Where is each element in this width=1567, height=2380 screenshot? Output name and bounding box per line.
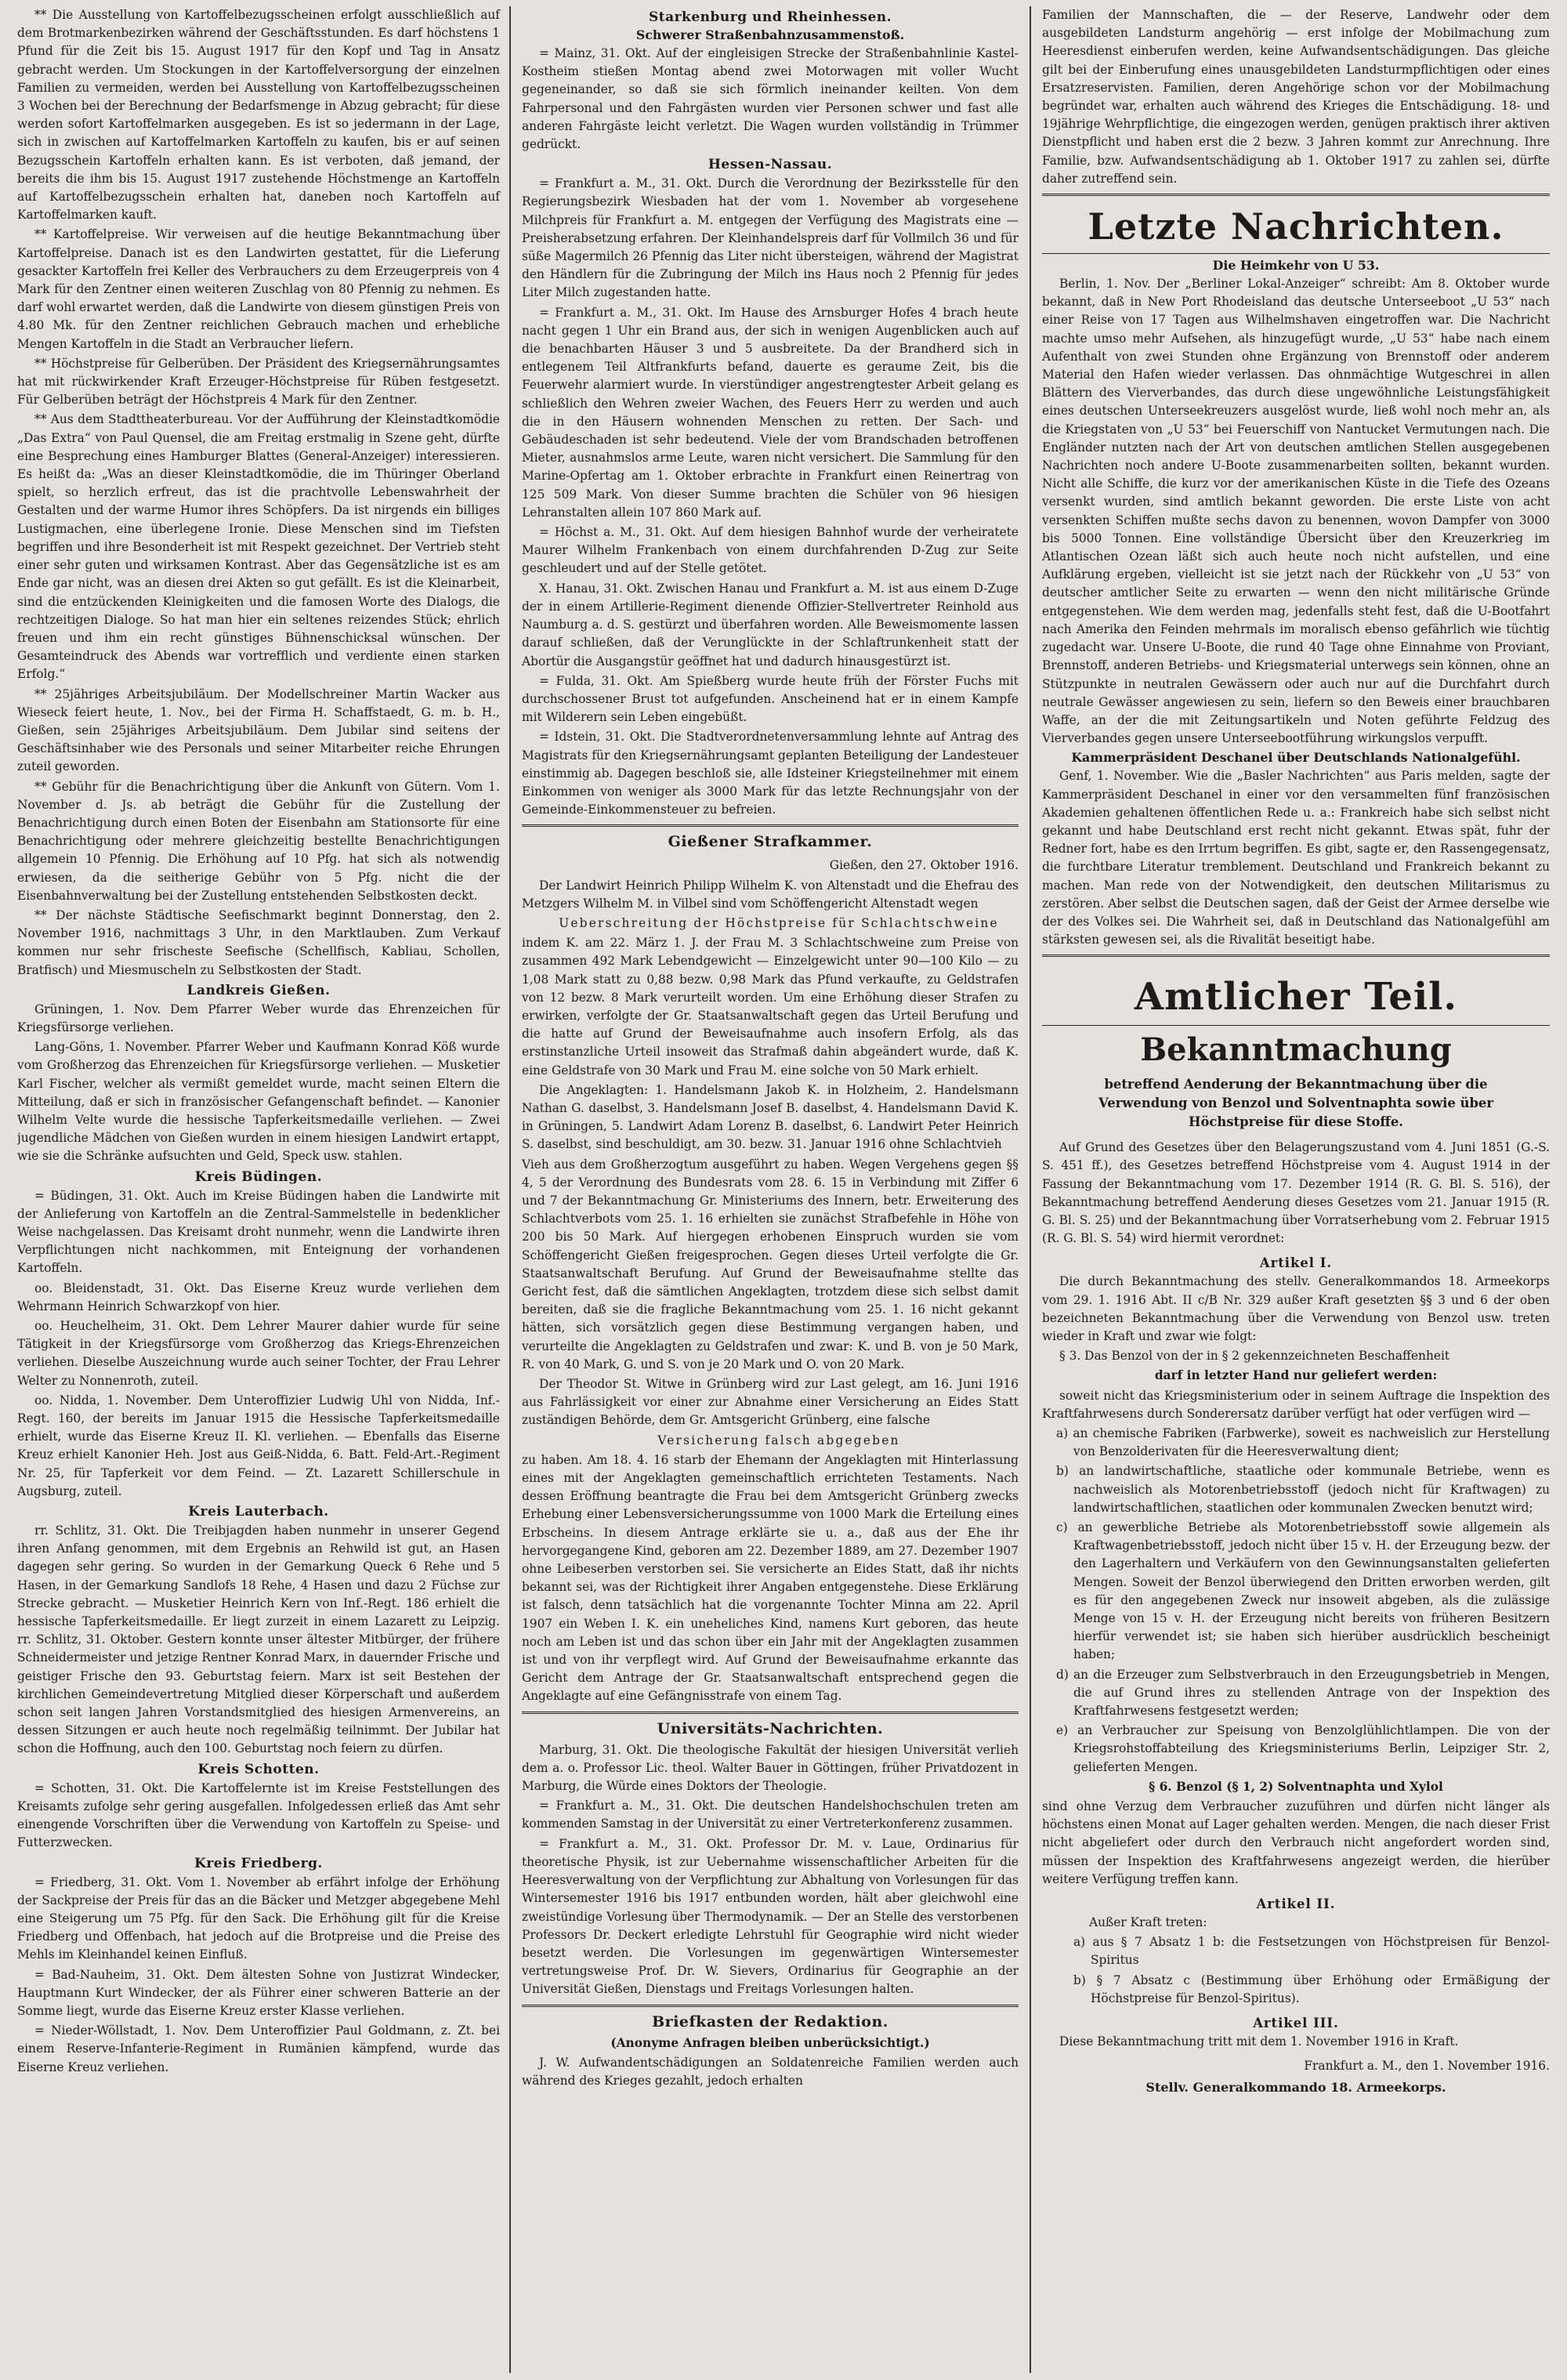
article-idstein: = Idstein, 31. Okt. Die Stadtverordnetenversammlung lehnte auf Antrag des Magistrats für den Kriegsernährungsamt geplanten Beteiligung der Landesteuer einstimmig ab. Dagegen beschloß sie, alle Idsteiner Kriegsteilnehmer mit einem Einkommen von weniger als 3000 Mark für das letzte Rechnungsjahr von der Gemeinde-Einkommensteuer zu befreien. [522, 730, 1019, 817]
article-2-item-b: b) § 7 Absatz c (Bestimmung über Erhöhung oder Ermäßigung der Höchstpreise für Benzol-Spiritus). [1073, 1972, 1550, 2005]
article-kartoffelpreise: ** Kartoffelpreise. Wir verweisen auf die heutige Bekanntmachung über Kartoffelpreise. Danach ist es den Landwirten gestattet, für die Lieferung gesackter Kartoffeln frei Keller des Verbrauchers zu dem Erzeugerpreis von 4 Mark für den Zentner einen weiteren Zuschlag von 80 Pfennig zu nehmen. Es darf wohl erwartet werden, daß die Landwirte von diesem günstigen Preis von 4.80 Mk. für den Zentner reichlichen Gebrauch machen und erhebliche Mengen Kartoffeln in die Stadt an Verbraucher liefern. [17, 227, 500, 351]
article-3-text: Diese Bekanntmachung tritt mit dem 1. November 1916 in Kraft. [1059, 2034, 1459, 2049]
article-strafkammer-3: Die Angeklagten: 1. Handelsmann Jakob K. in Holzheim, 2. Handelsmann Nathan G. daselbst, 3. Handelsmann Josef B. daselbst, 4. Handelsmann David K. in Grüningen, 5. Landwirt Adam Lorenz B. daselbst, 6. Landwirt Peter Heinrich S. daselbst, sind beschuldigt, am 30. bezw. 31. Januar 1916 ohne Schlachtvieh [522, 1082, 1019, 1152]
article-strafkammer-4: Vieh aus dem Großherzogtum ausgeführt zu haben. Wegen Vergehens gegen §§ 4, 5 der Verordnung des Bundesrats vom 28. 6. 15 in Verbindung mit Ziffer 6 und 7 der Bekanntmachung Gr. Ministeriums des Innern, betr. Erweiterung des Schlachtverbots vom 25. 1. 16 erhielten sie zunächst Strafbefehle in Höhe von 200 bis 50 Mark. Auf hiergegen erhobenen Einspruch wurden sie vom Schöffengericht Gießen freigesprochen. Gegen dieses Urteil verfolgte die Gr. Staatsanwaltschaft Berufung. Auf Grund der Beweisaufnahme stellte das Gericht fest, daß die sämtlichen Angeklagten, trotzdem diese sich selbst damit bereiten, daß sie die fragliche Bekanntmachung vom 25. 1. 16 nicht gekannt hätten, sich vorsätzlich gegen diese Bestimmung vergangen haben, und verurteilte die Angeklagten zu Geldstrafen und zwar: K. und B. von je 50 Mark, R. von 40 Mark, G. und S. von je 20 Mark und O. von 20 Mark. [522, 1157, 1019, 1371]
item-e: e) an Verbraucher zur Speisung von Benzolglühlichtlampen. Die von der Kriegsrohstoffabteilung des Kriegsministeriums Berlin, Leipziger Str. 2, gelieferten Mengen. [1056, 1723, 1550, 1774]
divider [1042, 1025, 1550, 1026]
strafkammer-offense-2: Versicherung falsch abgegeben [657, 1433, 900, 1447]
article-frankfurt-handelshochschulen: = Frankfurt a. M., 31. Okt. Die deutschen Handelshochschulen treten am kommenden Samstag in der Universität zu einer Vertreterkonferenz zusammen. [522, 1799, 1019, 1831]
item-b: b) an landwirtschaftliche, staatliche oder kommunale Betriebe, wenn es nachweislich als Motorenbetriebsstoff (jedoch nicht für Kraftwagen) zu landwirtschaftlichen, staatlichen oder kommunalen Zwecken benutzt wird; [1056, 1464, 1550, 1515]
section-heading-kreis-lauterbach: Kreis Lauterbach. [188, 1504, 329, 1520]
article-seefischmarkt: ** Der nächste Städtische Seefischmarkt beginnt Donnerstag, den 2. November 1916, nachmittags 3 Uhr, in den Marktlauben. Zum Verkauf kommen nur sehr frischeste Seefische (Schellfisch, Kabliau, Schollen, Bratfisch) und Miesmuscheln zu Selbstkosten der Stadt. [17, 907, 500, 977]
divider [522, 824, 1019, 827]
article-gelberueben: ** Höchstpreise für Gelberüben. Der Präsident des Kriegsernährungsamtes hat mit rückwirkender Kraft Erzeuger-Höchstpreise für Rüben festgesetzt. Für Gelberüben beträgt der Höchstpreis 4 Mark für den Zentner. [17, 356, 500, 408]
section-heading-letzte-nachrichten: Letzte Nachrichten. [1087, 205, 1504, 248]
divider [1042, 955, 1550, 957]
announcement-title: Bekanntmachung [1140, 1031, 1452, 1069]
article-nidda: oo. Nidda, 1. November. Dem Unteroffizier Ludwig Uhl von Nidda, Inf.-Regt. 160, der bereits im Januar 1915 die Hessische Tapferkeitsmedaille erhielt, wurde das Eiserne Kreuz II. Kl. verliehen. — Ebenfalls das Eiserne Kreuz erhielt Kanonier Heh. Jost aus Geiß-Nidda, 6. Batt. Feld-Art.-Regiment Nr. 25, für Tapferkeit vor dem Feind. — Zt. Lazarett Schillerschule in Augsburg, zuteil. [17, 1393, 500, 1498]
paragraph-6-heading: § 6. Benzol (§ 1, 2) Solventnaphta und Xylol [1149, 1779, 1443, 1794]
strafkammer-offense-1: Ueberschreitung der Höchstpreise für Schlachtschweine [559, 915, 999, 930]
section-heading-kreis-friedberg: Kreis Friedberg. [194, 1855, 323, 1871]
subheading-deschanel: Kammerpräsident Deschanel über Deutschlands Nationalgefühl. [1071, 750, 1521, 766]
article-strafkammer-6: zu haben. Am 18. 4. 16 starb der Ehemann der Angeklagten mit Hinterlassung eines mit der Angeklagten gemeinschaftlich errichteten Testaments. Nach dessen Eröffnung beantragte die Frau bei dem Amtsgericht Grünberg zwecks Erhebung einer Lebensversicherungssumme von 1000 Mark die Erteilung eines Erbscheins. In diesem Antrage erklärte sie u. a., daß aus der Ehe ihr hervorgegangene Kind, geboren am 22. Dezember 1889, am 27. Dezember 1907 ohne Leibeserben verstorben sei. Sie versicherte an Eides Statt, daß ihr nichts bekannt sei, was der Richtigkeit ihrer Angaben entgegenstehe. Diese Erklärung ist falsch, denn tatsächlich hat die vorgenannte Tochter Minna am 22. April 1907 ein Weben I. K. ein uneheliches Kind, namens Kurt geboren, das heute noch am Leben ist und das schon über ein Jahr mit der Angeklagten zusammen ist und von ihr verpflegt wird. Auf Grund der Beweisaufnahme erkannte das Gericht dem Antrage der Gr. Staatsanwaltschaft entsprechend gegen die Angeklagte auf eine Gefängnisstrafe von einem Tag. [522, 1452, 1019, 1704]
article-briefkasten-continued: Familien der Mannschaften, die — der Reserve, Landwehr oder dem ausgebildeten Landsturm angehörig — erst infolge der Mobilmachung zum Heeresdienst einberufen werden, keine Aufwandsentschädigungen. Das gleiche gilt bei der Einberufung eines unausgebildeten Landsturmpflichtigen oder eines Ersatzreservisten. Familien, deren Angehörige schon vor der Mobilmachung begründet war, erhalten auch während des Krieges die Entschädigung. 18- und 19jährige Wehrpflichtige, die eingezogen werden, genügen praktisch ihrer aktiven Dienstpflicht und haben erst die 2 bezw. 3 Jahren kommt zur Anrechnung. Ihre Familie, bzw. Aufwandsentschädigung ab 1. Oktober 1917 zu zahlen sei, dürfte daher zutreffend sein. [1042, 8, 1550, 186]
article-benachrichtigung: ** Gebühr für die Benachrichtigung über die Ankunft von Gütern. Vom 1. November d. Js. ab beträgt die Gebühr für die Zustellung der Benachrichtigung durch einen Boten der Eisenbahn am Stationsorte für eine Benachrichtigung oder mehrere gleichzeitig bestellte Benachrichtigungen allgemein 10 Pfennig. Die Erhöhung auf 10 Pfg. hat sich als notwendig erwiesen, da die seitherige Gebühr von 5 Pfg. nicht die der Eisenbahnverwaltung bei der Zustellung entstehenden Selbstkosten deckt. [17, 779, 500, 903]
announcement-preamble: Auf Grund des Gesetzes über den Belagerungszustand vom 4. Juni 1851 (G.-S. S. 451 ff.), des Gesetzes betreffend Höchstpreise vom 4. August 1914 in der Fassung der Bekanntmachung vom 17. Dezember 1914 (R. G. Bl. S. 516), der Bekanntmachung betreffend Aenderung dieses Gesetzes vom 21. Januar 1915 (R. G. Bl. S. 25) und der Bekanntmachung über Vorratserhebung vom 2. Februar 1915 (R. G. Bl. S. 54) wird hiermit verordnet: [1042, 1140, 1550, 1246]
article-hanau: X. Hanau, 31. Okt. Zwischen Hanau und Frankfurt a. M. ist aus einem D-Zuge der in einem Artillerie-Regiment dienende Offizier-Stellvertreter Reinhold aus Naumburg a. d. S. gestürzt und überfahren worden. Alle Beweismomente lassen darauf schließen, daß der Verunglückte in der Schlaftrunkenheit statt der Abortür die Ausgangstür geöffnet hat und dadurch hinausgestürzt ist. [522, 581, 1019, 668]
article-strafkammer-5: Der Theodor St. Witwe in Grünberg wird zur Last gelegt, am 16. Juni 1916 aus Fahrlässigkeit vor einer zur Abnahme einer Versicherung an Eides Statt zuständigen Behörde, dem Gr. Amtsgericht Grünberg, eine falsche [522, 1377, 1019, 1428]
article-kartoffelbezugsscheine: ** Die Ausstellung von Kartoffelbezugsscheinen erfolgt ausschließlich auf dem Brotmarkenbezirken während der Geschäftsstunden. Es darf höchstens 1 Pfund für die Zeit bis 15. August 1917 für den Kopf und Tag in Ansatz gebracht werden. Um Stockungen in der Kartoffelversorgung der einzelnen Familien zu vermeiden, werden bei Ausstellung von Kartoffelbezugsscheinen 3 Wochen bei der Berechnung der Bedarfsmenge in Abzug gebracht; für diese werden sofort Kartoffelmarken ausgegeben. Es ist so jedermann in der Lage, sich in zwischen auf Kartoffelmarken Kartoffeln zu kaufen, bis er auf seinen Bezugsschein Kartoffeln erhalten kann. Es ist verboten, daß jemand, der bereits die ihm bis 15. August 1917 zustehende Höchstmenge an Kartoffeln auf Kartoffelbezugsschein erhalten hat, daneben noch Kartoffeln auf Kartoffelmarken kauft. [17, 8, 500, 223]
section-heading-kreis-schotten: Kreis Schotten. [197, 1761, 320, 1777]
section-heading-universitaet: Universitäts-Nachrichten. [657, 1719, 884, 1737]
section-heading-landkreis-giessen: Landkreis Gießen. [186, 982, 331, 998]
article-bad-nauheim: = Bad-Nauheim, 31. Okt. Dem ältesten Sohne von Justizrat Windecker, Hauptmann Kurt Windecker, der als Führer einer schweren Batterie an der Somme liegt, wurde das Eiserne Kreuz erster Klasse verliehen. [17, 1967, 500, 2018]
article-lang-goens: Lang-Göns, 1. November. Pfarrer Weber und Kaufmann Konrad Köß wurde vom Großherzog das Ehrenzeichen für Kriegsfürsorge verliehen. — Musketier Karl Fischer, welcher als vermißt gemeldet wurde, macht seinen Eltern die Mitteilung, daß er sich in französischer Gefangenschaft befindet. — Kanonier Wilhelm Velte wurde die hessische Tapferkeitsmedaille verliehen. — Zwei jugendliche Mädchen von Gießen wurden in einem hiesigen Landwirt ertappt, wie sie die Schränke aufsuchten und Geld, Speck usw. stahlen. [17, 1040, 500, 1164]
article-friedberg: = Friedberg, 31. Okt. Vom 1. November ab erfährt infolge der Erhöhung der Sackpreise der Preis für das an die Bäcker und Metzger abgegebene Mehl eine Steigerung um 75 Pfg. für den Sack. Die Erhöhung gilt für die Kreise Friedberg und Offenbach, hat jedoch auf die Brotpreise und die Preise des Mehls im Kleinhandel keinen Einfluß. [17, 1875, 500, 1962]
article-frankfurt-brand: = Frankfurt a. M., 31. Okt. Im Hause des Arnsburger Hofes 4 brach heute nacht gegen 1 Uhr ein Brand aus, der sich in wenigen Augenblicken auch auf die benachbarten Häuser 3 und 5 ausbreitete. Da der Brandherd sich in entlegenem Teil Altfrankfurts befand, dauerte es geraume Zeit, bis die Feuerwehr alarmiert wurde. In vierstündiger angestrengtester Arbeit gelang es schließlich den Wehren zweier Wachen, des Feuers Herr zu werden und auch die in den Häusern wohnenden Menschen zu retten. Der Sach- und Gebäudeschaden ist sehr bedeutend. Viele der vom Brandschaden betroffenen Mieter, ausnahmslos arme Leute, waren nicht versichert. Die Sammlung für den Marine-Opfertag am 1. Oktober erbrachte in Frankfurt einen Reinertrag von 125 509 Mark. Von dieser Summe brachten die Schüler von 96 hiesigen Lehranstalten allein 107 860 Mark auf. [522, 305, 1019, 520]
article-2-item-a: a) aus § 7 Absatz 1 b: die Festsetzungen von Höchstpreisen für Benzol-Spiritus [1073, 1935, 1550, 1968]
subheading-u53: Die Heimkehr von U 53. [1212, 258, 1380, 274]
article-1-heading: Artikel I. [1259, 1255, 1333, 1271]
article-2-heading: Artikel II. [1256, 1896, 1336, 1912]
article-heuchelheim: oo. Heuchelheim, 31. Okt. Dem Lehrer Maurer dahier wurde für seine Tätigkeit in der Kriegsfürsorge vom Großherzog das Kriegs-Ehrenzeichen verliehen. Dieselbe Auszeichnung wurde auch seiner Tochter, der Frau Lehrer Welter zu Nonnenroth, zuteil. [17, 1319, 500, 1388]
section-heading-briefkasten: Briefkasten der Redaktion. [652, 2012, 888, 2030]
article-nieder-woellstadt: = Nieder-Wöllstadt, 1. Nov. Dem Unteroffizier Paul Goldmann, z. Zt. bei einem Reserve-Infanterie-Regiment in Rumänien kämpfend, wurde das Eiserne Kreuz verliehen. [17, 2023, 500, 2074]
article-strafkammer-2: indem K. am 22. März 1. J. der Frau M. 3 Schlachtschweine zum Preise von zusammen 492 Mark Lebendgewicht — Einzelgewicht unter 90—100 Kilo — zu 1,08 Mark statt zu 0,88 bezw. 0,98 Mark das Pfund verkaufte, zu Geldstrafen von 12 bezw. 8 Mark verurteilt worden. Um eine Erhöhung dieser Strafen zu erwirken, verfolgte der Gr. Staatsanwaltschaft gegen das Urteil Berufung und die hatte auf Grund der Beweisaufnahme auch insofern Erfolg, als das erstinstanzliche Urteil insoweit das Strafmaß dahin abgeändert wurde, daß K. eine Geldstrafe von 30 Mark und Frau M. eine solche von 50 Mark erhielt. [522, 936, 1019, 1078]
article-2-intro: Außer Kraft treten: [1089, 1915, 1207, 1930]
section-heading-starkenburg: Starkenburg und Rheinhessen. [648, 9, 892, 25]
announcement-date: Frankfurt a. M., den 1. November 1916. [1304, 2059, 1550, 2074]
section-heading-amtlicher-teil: Amtlicher Teil. [1134, 975, 1458, 1020]
strafkammer-date: Gießen, den 27. Oktober 1916. [829, 858, 1019, 873]
article-stadttheater: ** Aus dem Stadttheaterbureau. Vor der Aufführung der Kleinstadtkomödie „Das Extra“ von Paul Quensel, die am Freitag erstmalig in Szene geht, dürfte eine Besprechung eines Hamburger Blattes (General-Anzeiger) interessieren. Es heißt da: „Was an dieser Kleinstadtkomödie, die im Thüringer Oberland spielt, so herzlich erfreut, das ist die prachtvolle Lebenswahrheit der Gestalten und der warme Humor ihres Schöpfers. Da ist nirgends ein billiges Lustigmachen, eine überlegene Ironie. Diese Menschen sind im Tiefsten begriffen und ihre Besonderheit ist mit Respekt gezeichnet. Der Vertrieb steht einer sehr guten und wirksamen Kontrast. Aber das Gegensätzliche ist es am Ende gar nicht, was an diesen drei Akten so gut gefällt. Es ist die Kleinarbeit, sind die entzückenden Kleinigkeiten und die famosen Worte des Dialogs, die rechtzeitigen Dialoge. So hat man hier ein seltenes reizendes Stück; ehrlich freuen und ihm ein recht günstiges Bühnenschicksal wünschen. Der Gesamteindruck des Abends war vortrefflich und verdiente einen starken Erfolg.“ [17, 412, 500, 682]
announcement-signature: Stellv. Generalkommando 18. Armeekorps. [1145, 2080, 1446, 2096]
article-hoechst: = Höchst a. M., 31. Okt. Auf dem hiesigen Bahnhof wurde der verheiratete Maurer Wilhelm Frankenbach von einem durchfahrenden D-Zug zur Seite geschleudert und auf der Stelle getötet. [522, 525, 1019, 576]
article-deschanel: Genf, 1. November. Wie die „Basler Nachrichten“ aus Paris melden, sagte der Kammerpräsident Deschanel in einer vor den versammelten fünf französischen Akademien gehaltenen öffentlichen Rede u. a.: Frankreich habe sich selbst nicht gekannt und habe Deutschland erst recht nicht gekannt. Etwas spät, fuhr der Redner fort, habe es den Irrtum begriffen. Es gibt, sagte er, den Rassengegensatz, die furchtbare Literatur tremblement. Deutschland und Frankreich bekannt zu machen. Man rede von der Notwendigkeit, den deutschen Militarismus zu zerstören. Aber selbst die Deutschen sagen, daß der Geist der Armee derselbe wie der des Volkes sei. Die Wahrheit sei, daß in Deutschland das Nationalgefühl am stärksten gewesen sei, als die Rivalität beseitigt habe. [1042, 769, 1550, 947]
article-u53: Berlin, 1. Nov. Der „Berliner Lokal-Anzeiger“ schreibt: Am 8. Oktober wurde bekannt, daß in New Port Rhodeisland das deutsche Unterseeboot „U 53“ nach einer Reise von 17 Tagen aus Wilhelmshaven eingetroffen war. Die Nachricht machte umso mehr Aufsehen, als hinzugefügt wurde, „U 53“ habe nach einem Aufenthalt von zwei Stunden ohne Ergänzung von Brennstoff oder anderem Material den Hafen wieder verlassen. Das ohnmächtige Wutgeschrei in allen Blättern des Vierverbandes, das durch diese ungewöhnliche Leistungsfähigkeit eines deutschen Unterseekreuzers ausgelöst wurde, ließ wohl noch mehr an, als die Kriegstaten von „U 53“ bei Feuerschiff von Nantucket Vermutungen nach. Die Engländer nutzten nach der Art von deutschen amtlichen Stellen ausgegebenen Nachrichten noch andere U-Boote zusammenarbeiten sollten, bekannt wurden. Nicht alle Schiffe, die kurz vor der amerikanischen Küste in die Tiefe des Ozeans versenkt wurden, sind amtlich bekannt geworden. Die erste Liste von acht versenkten Schiffen mußte sechs davon zu benennen, wovon Dampfer von 3000 bis 5000 Tonnen. Eine vollständige Übersicht über den Kreuzerkrieg im Atlantischen Ozean läßt sich auch heute noch nicht aufstellen, und eine Aufklärung ergeben, vielleicht ist sie jetzt nach der Rückkehr von „U 53“ von deutscher amtlicher Seite zu erwarten — wenn den nicht militärische Gründe entgegenstehen. Wie dem werden mag, jedenfalls steht fest, daß die U-Bootfahrt nach Amerika den Feinden mehrmals im moralisch ebenso gefährlich wie tüchtig zugedacht war. Unsere U-Boote, die rund 40 Tage ohne Einnahme von Proviant, Brennstoff, anderen Betriebs- und Kriegsmaterial unterwegs sein können, ohne an Stützpunkte in neutralen Gewässern oder auch nur auf die Durchfahrt durch neutrale Gewässer angewiesen zu sein, liefern so den Beweis einer brauchbaren Waffe, an der die mit Zeitungsartikeln und Noten geführte Feldzug des Vierverbandes gegen unsere Unterseebootführung wirkungslos verpufft. [1042, 277, 1550, 746]
column-3 [1031, 6, 1550, 2373]
article-bleidenstadt: oo. Bleidenstadt, 31. Okt. Das Eiserne Kreuz wurde verliehen dem Wehrmann Heinrich Schwarzkopf von hier. [17, 1281, 500, 1313]
article-frankfurt-laue: = Frankfurt a. M., 31. Okt. Professor Dr. M. v. Laue, Ordinarius für theoretische Physik, ist zur Uebernahme wissenschaftlicher Arbeiten für die Heeresverwaltung von der Verpflichtung zur Abhaltung von Vorlesungen für das Wintersemester 1916 bis 1917 entbunden worden, hält aber gleichwohl eine zweistündige Vorlesung über Thermodynamik. — Der an Stelle des verstorbenen Professors Dr. Deckert erledigte Lehrstuhl für Geographie wird nicht wieder besetzt werden. Die Vorlesungen im gegenwärtigen Wintersemester vertretungsweise Prof. Dr. W. Sievers, Ordinarius für Geographie an der Universität Gießen, Dienstags und Freitags Vorlesungen halten. [522, 1836, 1019, 1997]
article-briefkasten: J. W. Aufwandentschädigungen an Soldatenreiche Familien werden auch während des Krieges gezahlt, jedoch erhalten [522, 2055, 1019, 2088]
section-heading-strafkammer: Gießener Strafkammer. [668, 833, 873, 851]
article-frankfurt-milch: = Frankfurt a. M., 31. Okt. Durch die Verordnung der Bezirksstelle für den Regierungsbezirk Wiesbaden hat der vom 1. November ab vorgesehene Milchpreis für Frankfurt a. M. entgegen der Verfügung des Magistrats eine — Preisherabsetzung erfahren. Der Kleinhandelspreis darf für Vollmilch 36 und für süße Magermilch 26 Pfennig das Liter nicht übersteigen, während der Magistrat den Händlern für die Zubringung der Milch ins Haus noch 2 Pfennig für jedes Liter Milch zugestanden hatte. [522, 176, 1019, 300]
article-schotten: = Schotten, 31. Okt. Die Kartoffelernte ist im Kreise Feststellungen des Kreisamts zufolge sehr gering ausgefallen. Infolgedessen erließ das Amt sehr einengende Vorschriften über die Verwendung von Kartoffeln zu Speise- und Futterzwecken. [17, 1780, 500, 1850]
announcement-subtitle: betreffend Aenderung der Bekanntmachung über die Verwendung von Benzol und Solventnaphta sowie über Höchstpreise für diese Stoffe. [1098, 1077, 1493, 1129]
item-c: c) an gewerbliche Betriebe als Motorenbetriebsstoff sowie allgemein als Kraftwagenbetriebsstoff, jedoch nicht über 15 v. H. der Erzeugung bezw. der den Lagerhaltern und Verkäufern von den Gewinnungsanstalten gelieferten Mengen. Soweit der Benzol überwiegend den Dritten erworben werden, gilt es für den angegebenen Zweck nur insoweit abgeben, als die zulässige Menge von 15 v. H. der Erzeugung nicht bereits von früheren Besitzern hierfür verwendet ist; sie haben sich hierüber ausdrücklich bescheinigt haben; [1056, 1520, 1550, 1662]
paragraph-6-text: sind ohne Verzug dem Verbraucher zuzuführen und dürfen nicht länger als höchstens einen Monat auf Lager gehalten werden. Mengen, die nach dieser Frist nicht abgeliefert oder durch den Verbrauch nicht angefordert worden sind, müssen der Inspektion des Kraftfahrwesens angezeigt werden, die hierüber weitere Verfügung treffen kann. [1042, 1799, 1550, 1886]
briefkasten-note: (Anonyme Anfragen bleiben unberücksichtigt.) [610, 2035, 930, 2050]
article-grueningen: Grüningen, 1. Nov. Dem Pfarrer Weber wurde das Ehrenzeichen für Kriegsfürsorge verliehen. [17, 1002, 500, 1034]
article-3-heading: Artikel III. [1253, 2016, 1339, 2031]
paragraph-3-intro: § 3. Das Benzol von der in § 2 gekennzeichneten Beschaffenheit [1059, 1349, 1450, 1364]
column-1 [17, 6, 511, 2373]
item-d: d) an die Erzeuger zum Selbstverbrauch in den Erzeugungsbetrieb in Mengen, die auf Grund ihres zu stellenden Antrage von der Inspektion des Kraftfahrwesens festgesetzt werden; [1056, 1667, 1550, 1719]
section-heading-hessen-nassau: Hessen-Nassau. [708, 157, 833, 173]
article-strafkammer-1: Der Landwirt Heinrich Philipp Wilhelm K. von Altenstadt und die Ehefrau des Metzgers Wilhelm M. in Vilbel sind vom Schöffengericht Altenstadt wegen [522, 878, 1019, 911]
subheading-strassenbahn: Schwerer Straßenbahnzusammenstoß. [635, 27, 905, 42]
column-2 [511, 6, 1031, 2373]
paragraph-3-condition: soweit nicht das Kriegsministerium oder in seinem Auftrage die Inspektion des Kraftfahrwesens durch Sonderersatz darüber verfügt hat oder verfügen wird — [1042, 1388, 1550, 1421]
paragraph-3-heading: darf in letzter Hand nur geliefert werden: [1154, 1368, 1438, 1383]
article-marburg: Marburg, 31. Okt. Die theologische Fakultät der hiesigen Universität verlieh dem a. o. Professor Lic. theol. Walter Bauer in Göttingen, früher Privatdozent in Marburg, die Würde eines Doktors der Theologie. [522, 1742, 1019, 1794]
divider [1042, 253, 1550, 254]
divider [522, 1712, 1019, 1714]
article-1-text: Die durch Bekanntmachung des stellv. Generalkommandos 18. Armeekorps vom 29. 1. 1916 Abt. II c/B Nr. 329 außer Kraft gesetzten §§ 3 und 6 der oben bezeichneten Bekanntmachung über die Verwendung von Benzol usw. treten wieder in Kraft und zwar wie folgt: [1042, 1274, 1550, 1343]
article-mainz: = Mainz, 31. Okt. Auf der eingleisigen Strecke der Straßenbahnlinie Kastel-Kostheim stießen Montag abend zwei Motorwagen mit voller Wucht gegeneinander, so daß sie sich förmlich ineinander keilten. Von dem Fahrpersonal und den Fahrgästen wurden vier Personen schwer und fast alle anderen Fahrgäste leicht verletzt. Die Wagen wurden vollständig in Trümmer gedrückt. [522, 46, 1019, 152]
section-heading-kreis-buedingen: Kreis Büdingen. [194, 1168, 323, 1185]
divider [1042, 194, 1550, 196]
article-schlitz: rr. Schlitz, 31. Okt. Die Treibjagden haben nunmehr in unserer Gegend ihren Anfang genommen, mit dem Ergebnis an Rehwild ist gut, an Hasen dagegen sehr gering. So wurden in der Gemarkung Queck 6 Rehe und 5 Hasen, in der Gemarkung Sandlofs 18 Rehe, 4 Hasen und dazu 2 Füchse zur Strecke gebracht. — Musketier Heinrich Kern von Inf.-Regt. 186 erhielt die hessische Tapferkeitsmedaille. Er liegt zurzeit in einem Lazarett zu Leipzig. rr. Schlitz, 31. Oktober. Gestern konnte unser ältester Mitbürger, der frühere Schneidermeister und jetzige Rentner Konrad Marx, in dauernder Frische und geistiger Frische den 93. Geburtstag feiern. Marx ist seit Bestehen der kirchlichen Gemeindevertretung Mitglied dieser Körperschaft und außerdem schon seit langen Jahren Vorstandsmitglied des hiesigen Armenvereins, an dessen Sitzungen er auch heute noch regelmäßig teilnimmt. Der Jubilar hat schon die Hoffnung, auch den 100. Geburtstag noch feiern zu dürfen. [17, 1523, 500, 1756]
divider [522, 2005, 1019, 2007]
article-jubilaeum: ** 25jähriges Arbeitsjubiläum. Der Modellschreiner Martin Wacker aus Wieseck feiert heute, 1. Nov., bei der Firma H. Schaffstaedt, G. m. b. H., Gießen, sein 25jähriges Arbeitsjubiläum. Dem Jubilar sind seitens der Geschäftsinhaber wie des Personals und seiner Mitarbeiter reiche Ehrungen zuteil geworden. [17, 686, 500, 774]
article-buedingen: = Büdingen, 31. Okt. Auch im Kreise Büdingen haben die Landwirte mit der Anlieferung von Kartoffeln an die Zentral-Sammelstelle in bedenklicher Weise nachgelassen. Das Kreisamt droht nunmehr, wenn die Landwirte ihren Verpflichtungen nicht nachkommen, mit Enteignung der vorhandenen Kartoffeln. [17, 1188, 500, 1276]
item-a: a) an chemische Fabriken (Farbwerke), soweit es nachweislich zur Herstellung von Benzolderivaten für die Heeresverwaltung dient; [1056, 1425, 1550, 1459]
article-fulda: = Fulda, 31. Okt. Am Spießberg wurde heute früh der Förster Fuchs mit durchschossener Brust tot aufgefunden. Anscheinend hat er in einem Kampfe mit Wilderern sein Leben eingebüßt. [522, 673, 1019, 725]
